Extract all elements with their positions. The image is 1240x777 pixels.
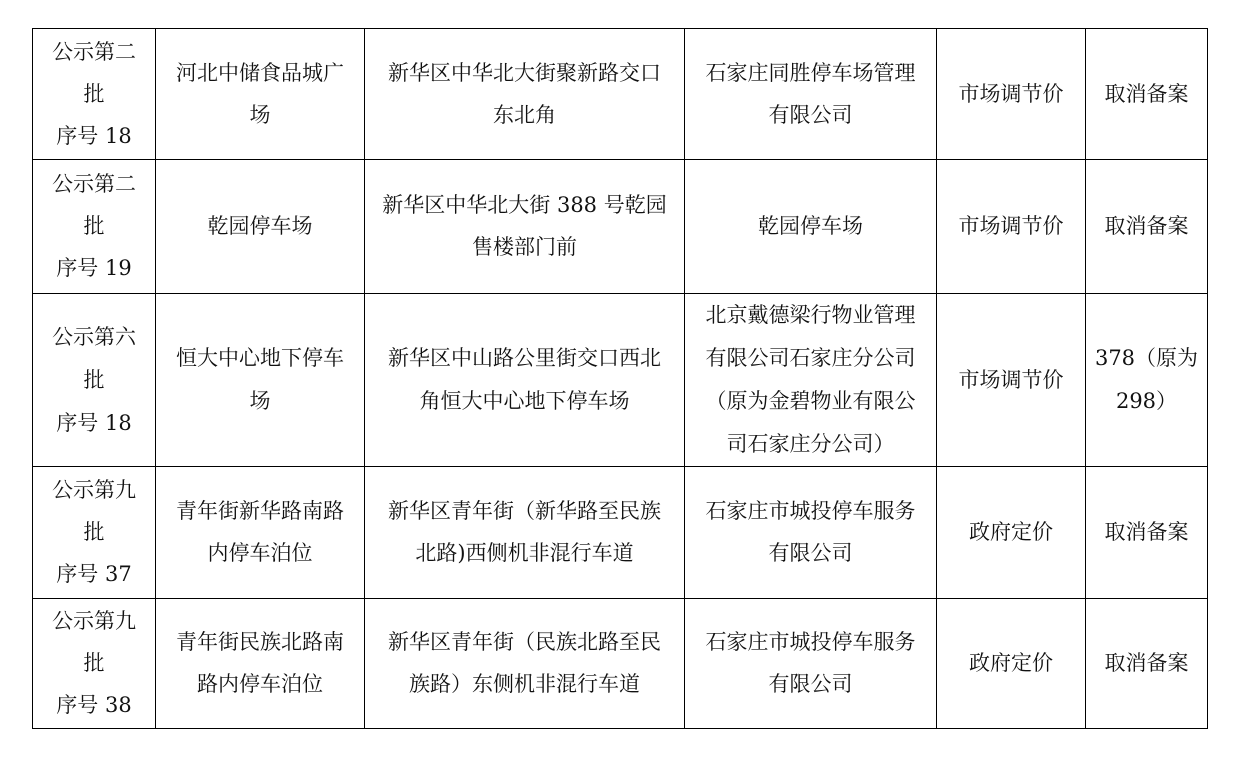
- pricing-method-cell: [937, 294, 1086, 467]
- cell-text-line: 公示第二: [52, 172, 136, 196]
- cell-text-line: 取消备案: [1104, 520, 1189, 544]
- cell-text-line: 市场调节价: [958, 214, 1064, 238]
- pricing-method-cell: [937, 467, 1086, 599]
- operator-cell: [685, 160, 937, 294]
- address-cell: [365, 29, 685, 160]
- cell-text-line: 有限公司: [768, 672, 853, 696]
- cell-text-line: 场: [249, 102, 271, 127]
- remark-cell: [1086, 599, 1208, 729]
- batch-cell: [33, 467, 156, 599]
- cell-text-line: 有限公司: [768, 541, 853, 565]
- cell-text-line: 取消备案: [1104, 651, 1189, 675]
- cell-text-line: 公示第二: [52, 39, 136, 64]
- cell-text-line: 北路)西侧机非混行车道: [415, 541, 634, 565]
- cell-text-line: 序号 18: [56, 410, 132, 435]
- address-cell: [365, 599, 685, 729]
- cell-text-line: 有限公司石家庄分公司: [705, 346, 916, 370]
- operator-cell: [685, 29, 937, 160]
- cell-text-line: 新华区青年街（民族北路至民: [388, 630, 661, 654]
- cell-text-line: 市场调节价: [958, 367, 1064, 392]
- table-body: [33, 29, 1208, 729]
- parking-lot-name-cell: [156, 599, 365, 729]
- cell-text-line: 族路）东侧机非混行车道: [409, 672, 640, 696]
- remark-cell: [1086, 294, 1208, 467]
- cell-text-line: 取消备案: [1104, 214, 1189, 238]
- cell-text-line: 司石家庄分公司）: [726, 432, 895, 456]
- cell-text-line: 市场调节价: [958, 81, 1064, 106]
- cell-text-line: 298）: [1115, 389, 1178, 413]
- cell-text-line: 批: [83, 520, 105, 544]
- cell-text-line: 路内停车泊位: [197, 672, 323, 696]
- cell-text-line: 售楼部门前: [472, 235, 577, 259]
- cell-text-line: 青年街民族北路南: [176, 630, 344, 654]
- table-row: [33, 467, 1208, 599]
- cell-text-line: 河北中储食品城广: [176, 60, 344, 85]
- cell-text-line: （原为金碧物业有限公: [705, 389, 916, 413]
- cell-text-line: 新华区中山路公里街交口西北: [388, 346, 661, 370]
- cell-text-line: 东北角: [493, 102, 556, 127]
- cell-text-line: 序号 19: [56, 256, 132, 280]
- cell-text-line: 恒大中心地下停车: [176, 346, 344, 370]
- cell-text-line: 公示第九: [52, 609, 136, 633]
- cell-text-line: 内停车泊位: [207, 541, 313, 565]
- cell-text-line: 有限公司: [768, 102, 853, 127]
- cell-text-line: 乾园停车场: [758, 214, 863, 238]
- cell-text-line: 序号 38: [56, 693, 132, 717]
- table-row: [33, 160, 1208, 294]
- cell-text-line: 378（原为: [1094, 346, 1199, 370]
- cell-text-line: 政府定价: [969, 651, 1053, 675]
- cell-text-line: 角恒大中心地下停车场: [419, 389, 630, 413]
- batch-cell: [33, 160, 156, 294]
- operator-cell: [685, 294, 937, 467]
- batch-cell: [33, 599, 156, 729]
- operator-cell: [685, 467, 937, 599]
- table-row: [33, 599, 1208, 729]
- parking-lot-name-cell: [156, 467, 365, 599]
- batch-cell: [33, 29, 156, 160]
- cell-text-line: 新华区中华北大街聚新路交口: [388, 60, 661, 85]
- cell-text-line: 青年街新华路南路: [176, 499, 344, 523]
- cell-text-line: 公示第六: [52, 324, 136, 349]
- cell-text-line: 序号 18: [56, 123, 132, 148]
- cell-text-line: 取消备案: [1104, 81, 1189, 106]
- cell-text-line: 石家庄同胜停车场管理: [705, 60, 916, 85]
- parking-lot-name-cell: [156, 29, 365, 160]
- table-row: [33, 29, 1208, 160]
- cell-text-line: 北京戴德梁行物业管理: [705, 303, 916, 327]
- cell-text-line: 批: [83, 367, 105, 392]
- cell-text-line: 石家庄市城投停车服务: [705, 499, 916, 523]
- cell-text-line: 场: [249, 389, 271, 413]
- cell-text-line: 新华区青年街（新华路至民族: [388, 499, 661, 523]
- remark-cell: [1086, 467, 1208, 599]
- pricing-method-cell: [937, 599, 1086, 729]
- address-cell: [365, 294, 685, 467]
- address-cell: [365, 160, 685, 294]
- parking-record-table: [32, 28, 1208, 729]
- parking-lot-name-cell: [156, 294, 365, 467]
- pricing-method-cell: [937, 29, 1086, 160]
- cell-text-line: 乾园停车场: [207, 214, 313, 238]
- cell-text-line: 序号 37: [56, 562, 132, 586]
- parking-lot-name-cell: [156, 160, 365, 294]
- cell-text-line: 批: [83, 651, 105, 675]
- pricing-method-cell: [937, 160, 1086, 294]
- remark-cell: [1086, 160, 1208, 294]
- cell-text-line: 批: [83, 81, 105, 106]
- operator-cell: [685, 599, 937, 729]
- cell-text-line: 公示第九: [52, 478, 136, 502]
- cell-text-line: 批: [83, 214, 105, 238]
- cell-text-line: 石家庄市城投停车服务: [705, 630, 916, 654]
- address-cell: [365, 467, 685, 599]
- cell-text-line: 政府定价: [969, 520, 1053, 544]
- remark-cell: [1086, 29, 1208, 160]
- table-row: [33, 294, 1208, 467]
- cell-text-line: 新华区中华北大街 388 号乾园: [382, 193, 667, 217]
- batch-cell: [33, 294, 156, 467]
